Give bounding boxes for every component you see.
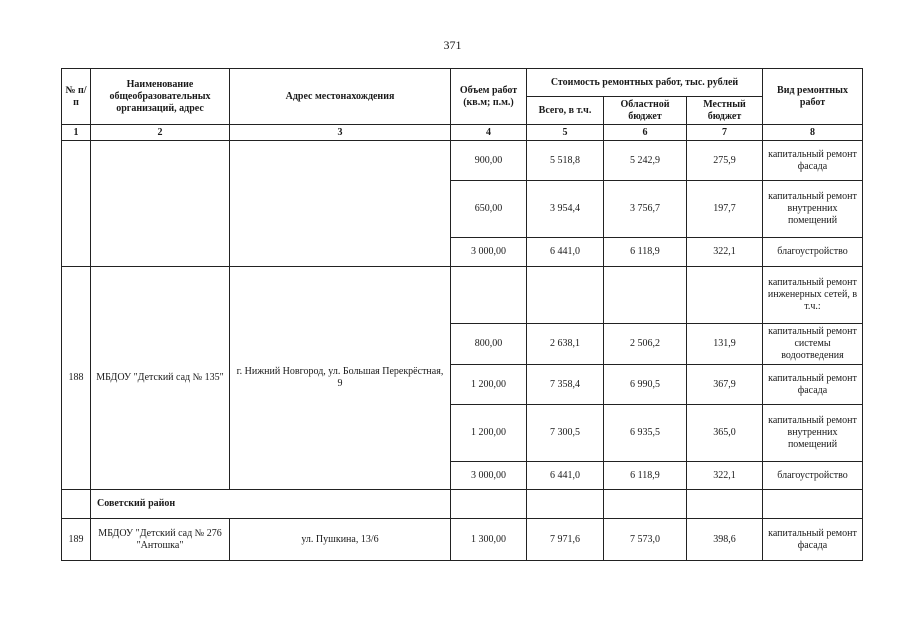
local-cell: 275,9 <box>687 141 763 181</box>
table-row <box>62 519 863 561</box>
table-row <box>62 141 863 181</box>
num-cell <box>62 141 91 267</box>
address-cell: г. Нижний Новгород, ул. Большая Перекрёстная, 9 <box>230 267 451 490</box>
name-cell <box>91 141 230 267</box>
regional-cell: 6 935,5 <box>604 405 687 462</box>
header-total: Всего, в т.ч. <box>527 97 604 125</box>
volume-cell: 1 200,00 <box>451 365 527 405</box>
kind-cell: капитальный ремонт фасада <box>763 519 863 561</box>
header-cost-group: Стоимость ремонтных работ, тыс. рублей <box>527 69 763 97</box>
header-local: Местный бюджет <box>687 97 763 125</box>
page-number: 371 <box>443 38 462 52</box>
column-number: 3 <box>230 125 451 141</box>
header-regional: Областной бюджет <box>604 97 687 125</box>
address-cell <box>230 141 451 267</box>
volume-cell: 900,00 <box>451 141 527 181</box>
volume-cell <box>451 267 527 324</box>
volume-cell: 1 200,00 <box>451 405 527 462</box>
local-cell: 322,1 <box>687 462 763 490</box>
kind-cell: капитальный ремонт фасада <box>763 141 863 181</box>
num-cell: 189 <box>62 519 91 561</box>
regional-cell: 5 242,9 <box>604 141 687 181</box>
regional-cell: 6 990,5 <box>604 365 687 405</box>
kind-cell: капитальный ремонт инженерных сетей, в т.ч.: <box>763 267 863 324</box>
local-cell: 322,1 <box>687 238 763 267</box>
header-address: Адрес местонахождения <box>230 69 451 125</box>
kind-cell: капитальный ремонт внутренних помещений <box>763 181 863 238</box>
volume-cell: 1 300,00 <box>451 519 527 561</box>
column-number: 8 <box>763 125 863 141</box>
regional-cell <box>604 490 687 519</box>
local-cell: 367,9 <box>687 365 763 405</box>
column-number: 1 <box>62 125 91 141</box>
volume-cell: 3 000,00 <box>451 238 527 267</box>
total-cell <box>527 490 604 519</box>
total-cell: 6 441,0 <box>527 462 604 490</box>
total-cell: 7 358,4 <box>527 365 604 405</box>
district-name: Советский район <box>91 490 451 519</box>
regional-cell: 7 573,0 <box>604 519 687 561</box>
header-volume: Объем работ (кв.м; п.м.) <box>451 69 527 125</box>
kind-cell <box>763 490 863 519</box>
regional-cell: 6 118,9 <box>604 462 687 490</box>
column-number: 7 <box>687 125 763 141</box>
local-cell: 131,9 <box>687 324 763 365</box>
regional-cell: 3 756,7 <box>604 181 687 238</box>
num-cell: 188 <box>62 267 91 490</box>
table-row <box>62 267 863 324</box>
local-cell: 365,0 <box>687 405 763 462</box>
volume-cell <box>451 490 527 519</box>
kind-cell: капитальный ремонт системы водоотведения <box>763 324 863 365</box>
local-cell: 398,6 <box>687 519 763 561</box>
column-number: 4 <box>451 125 527 141</box>
kind-cell: капитальный ремонт фасада <box>763 365 863 405</box>
total-cell: 6 441,0 <box>527 238 604 267</box>
address-cell: ул. Пушкина, 13/6 <box>230 519 451 561</box>
local-cell <box>687 490 763 519</box>
volume-cell: 650,00 <box>451 181 527 238</box>
num-cell <box>62 490 91 519</box>
regional-cell: 2 506,2 <box>604 324 687 365</box>
total-cell <box>527 267 604 324</box>
kind-cell: благоустройство <box>763 462 863 490</box>
total-cell: 7 971,6 <box>527 519 604 561</box>
total-cell: 3 954,4 <box>527 181 604 238</box>
header-name: Наименование общеобразовательных организаций, адрес <box>91 69 230 125</box>
column-number: 2 <box>91 125 230 141</box>
local-cell: 197,7 <box>687 181 763 238</box>
total-cell: 7 300,5 <box>527 405 604 462</box>
volume-cell: 3 000,00 <box>451 462 527 490</box>
column-number: 5 <box>527 125 604 141</box>
header-kind: Вид ремонтных работ <box>763 69 863 125</box>
kind-cell: благоустройство <box>763 238 863 267</box>
district-row <box>62 490 863 519</box>
name-cell: МБДОУ "Детский сад № 135" <box>91 267 230 490</box>
header-num: № п/п <box>62 69 91 125</box>
regional-cell <box>604 267 687 324</box>
regional-cell: 6 118,9 <box>604 238 687 267</box>
local-cell <box>687 267 763 324</box>
column-number: 6 <box>604 125 687 141</box>
total-cell: 5 518,8 <box>527 141 604 181</box>
repair-works-table <box>61 68 863 561</box>
volume-cell: 800,00 <box>451 324 527 365</box>
total-cell: 2 638,1 <box>527 324 604 365</box>
kind-cell: капитальный ремонт внутренних помещений <box>763 405 863 462</box>
name-cell: МБДОУ "Детский сад № 276 "Антошка" <box>91 519 230 561</box>
